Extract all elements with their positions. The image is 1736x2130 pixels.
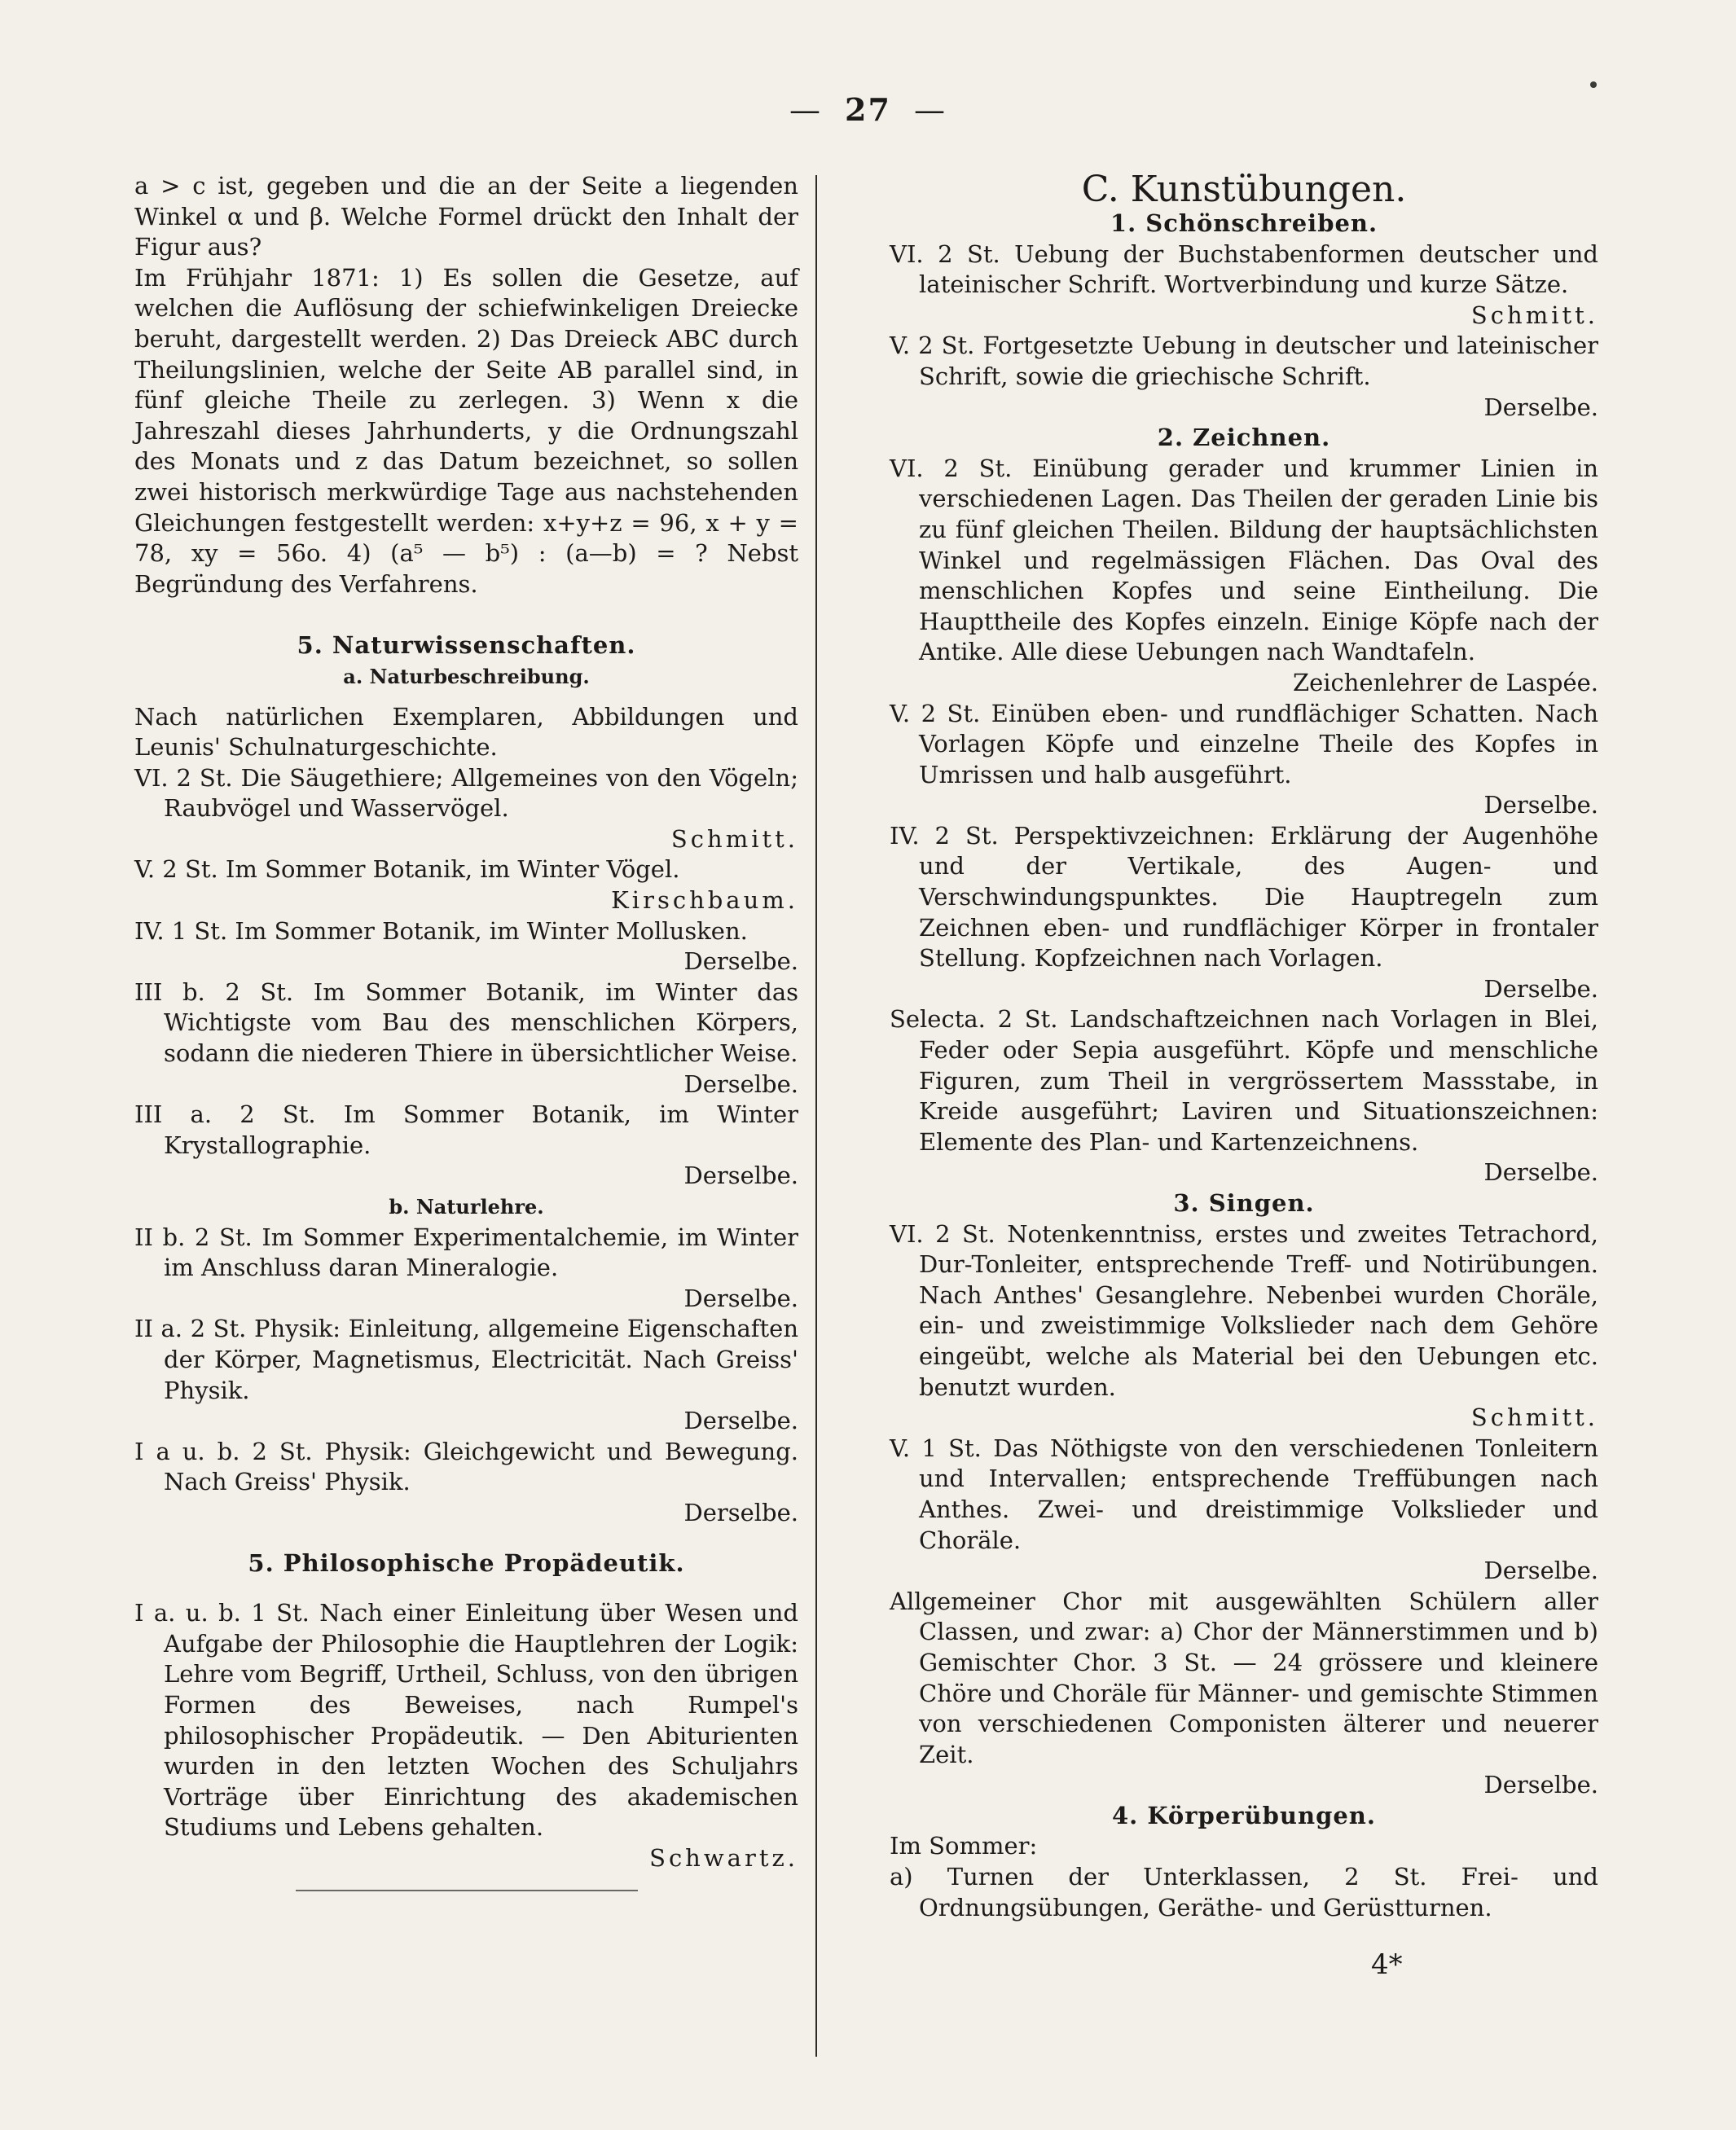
signature-schmitt: Schmitt. [1470,1403,1598,1432]
paragraph-nach-exemplaren: Nach natürlichen Exemplaren, Abbildungen und Leunis' Schulnaturgeschichte. [134,702,798,762]
heading-zeichnen: 2. Zeichnen. [1157,424,1331,452]
signature-derselbe: Derselbe. [683,947,798,976]
header-dash-left: — [789,92,822,128]
entry-philosophie: I a. u. b. 1 St. Nach einer Einleitung über Wesen und Aufgabe der Philosophie die Hauptlehren der Logik: Lehre vom Begriff, Urtheil, Schluss, von den übrigen Formen des Beweises, nach Rumpel's philosophischer Propädeutik. — Den Abiturienten wurden in den letzten Wochen des Schuljahrs Vorträge über Einrichtung des akademischen Studiums und Lebens gehalten. [134,1599,798,1842]
signature-derselbe: Derselbe. [1483,1158,1598,1187]
heading-naturbeschreibung: a. Naturbeschreibung. [343,664,590,688]
label-im-sommer: Im Sommer: [890,1832,1038,1860]
entry-v-zeichnen: V. 2 St. Einüben eben- und rundflächiger Schatten. Nach Vorlagen Köpfe und einzelne Theile des Kopfes in Umrissen und halb ausgeführt. [890,699,1598,788]
heading-singen: 3. Singen. [1173,1189,1315,1217]
heading-schoenschreiben: 1. Schönschreiben. [1110,209,1378,237]
column-divider [815,175,817,2057]
signature-derselbe: Derselbe. [1483,974,1598,1003]
paragraph-triangle-question: a > c ist, gegeben und die an der Seite a liegenden Winkel α und β. Welche Formel drückt den Inhalt der Figur aus? [134,172,798,261]
header-dash-right: — [914,92,947,128]
entry-v-naturbeschreibung: V. 2 St. Im Sommer Botanik, im Winter Vögel. [134,855,680,884]
paragraph-fruehjahr-1871: Im Frühjahr 1871: 1) Es sollen die Gesetze, auf welchen die Auflösung der schiefwinkeligen Dreiecke beruht, dargestellt werden. 2) Das Dreieck ABC durch Theilungslinien, welche der Seite AB parallel sind, in fünf gleiche Theile zu zerlegen. 3) Wenn x die Jahreszahl dieses Jahrhunderts, y die Ordnungszahl des Monats und z das Datum bezeichnet, so sollen zwei historisch merkwürdige Tage aus nachstehenden Gleichungen festgestellt werden: x+y+z = 96, x + y = 78, xy = 56o. 4) (a⁵ — b⁵) : (a—b) = ? Nebst Begründung des Verfahrens. [134,263,798,598]
signature-derselbe: Derselbe. [683,1498,798,1526]
signature-derselbe: Derselbe. [1483,393,1598,421]
entry-v-schoenschreiben: V. 2 St. Fortgesetzte Uebung in deutscher und lateinischer Schrift, sowie die griechische Schrift. [890,332,1598,390]
entry-selecta-zeichnen: Selecta. 2 St. Landschaftzeichnen nach Vorlagen in Blei, Feder oder Sepia ausgeführt. Köpfe und menschliche Figuren, zum Theil in vergrössertem Massstabe, in Kreide ausgeführt; Laviren und Situationszeichnen: Elemente des Plan- und Kartenzeichnens. [890,1005,1598,1156]
entry-vi-singen: VI. 2 St. Notenkenntniss, erstes und zweites Tetrachord, Dur-Tonleiter, entsprechende Treff- und Notirübungen. Nach Anthes' Gesanglehre. Nebenbei wurden Choräle, ein- und zweistimmige Volkslieder nach dem Gehöre eingeübt, welche als Material bei den Uebungen etc. benutzt wurden. [890,1219,1598,1401]
heading-naturlehre: b. Naturlehre. [389,1195,544,1219]
ink-dot [1590,81,1597,88]
entry-vi-schoenschreiben: VI. 2 St. Uebung der Buchstabenformen deutscher und lateinischer Schrift. Wortverbindung und kurze Sätze. [890,239,1598,299]
signature-derselbe: Derselbe. [683,1284,798,1312]
entry-v-singen: V. 1 St. Das Nöthigste von den verschiedenen Tonleitern und Intervallen; entsprechende Treffübungen nach Anthes. Zwei- und dreistimmige Volkslieder und Choräle. [890,1434,1598,1554]
closing-rule [296,1890,638,1891]
signature-mark: 4* [1371,1948,1403,1981]
entry-iab-naturlehre: I a u. b. 2 St. Physik: Gleichgewicht und Bewegung. Nach Greiss' Physik. [134,1437,798,1496]
entry-iia-naturlehre: II a. 2 St. Physik: Einleitung, allgemeine Eigenschaften der Körper, Magnetismus, Electricität. Nach Greiss' Physik. [134,1315,798,1404]
signature-schwartz: Schwartz. [649,1843,798,1872]
left-column [134,171,798,1891]
signature-derselbe: Derselbe. [683,1069,798,1098]
page-header [0,91,1736,128]
signature-kirschbaum: Kirschbaum. [611,886,798,915]
signature-derselbe: Derselbe. [1483,791,1598,819]
signature-schmitt: Schmitt. [1470,301,1598,329]
entry-iiib-naturbeschreibung: III b. 2 St. Im Sommer Botanik, im Winter das Wichtigste vom Bau des menschlichen Körpers, sodann die niederen Thiere in übersichtlicher Weise. [134,977,798,1068]
heading-naturwissenschaften: 5. Naturwissenschaften. [297,631,636,660]
signature-schmitt: Schmitt. [670,824,798,853]
entry-vi-zeichnen: VI. 2 St. Einübung gerader und krummer Linien in verschiedenen Lagen. Das Theilen der geraden Linie bis zu fünf gleichen Theilen. Bildung der hauptsächlichsten Winkel und regelmässigen Flächen. Das Oval des menschlichen Kopfes und seine Eintheilung. Die Haupttheile des Kopfes einzeln. Einige Köpfe nach der Antike. Alle diese Uebungen nach Wandtafeln. [890,454,1598,666]
entry-vi-naturbeschreibung: VI. 2 St. Die Säugethiere; Allgemeines von den Vögeln; Raubvögel und Wasservögel. [134,763,798,823]
right-column [890,171,1598,1923]
signature-derselbe: Derselbe. [1483,1557,1598,1585]
entry-allgemeiner-chor: Allgemeiner Chor mit ausgewählten Schülern aller Classen, und zwar: a) Chor der Männerstimmen und b) Gemischter Chor. 3 St. — 24 grössere und kleinere Chöre und Choräle für Männer- und gemischte Stimmen von verschiedenen Componisten älterer und neuerer Zeit. [890,1587,1598,1768]
signature-laspee: Zeichenlehrer de Laspée. [1292,668,1598,696]
heading-koerperuebungen: 4. Körperübungen. [1111,1801,1376,1829]
entry-iv-zeichnen: IV. 2 St. Perspektivzeichnen: Erklärung der Augenhöhe und der Vertikale, des Augen- und Verschwindungspunktes. Die Hauptregeln zum Zeichnen eben- und rundflächiger Körper in frontaler Stellung. Kopfzeichnen nach Vorlagen. [890,821,1598,973]
heading-kunstuebungen: C. Kunstübungen. [1081,169,1407,210]
signature-derselbe: Derselbe. [683,1407,798,1435]
entry-iib-naturlehre: II b. 2 St. Im Sommer Experimentalchemie, im Winter im Anschluss daran Mineralogie. [134,1223,798,1282]
signature-derselbe: Derselbe. [1483,1771,1598,1799]
entry-turnen-unterklassen: a) Turnen der Unterklassen, 2 St. Frei- und Ordnungsübungen, Geräthe- und Gerüstturnen. [890,1863,1598,1921]
heading-philosophische-propaedeutik: 5. Philosophische Propädeutik. [248,1548,685,1577]
signature-derselbe: Derselbe. [683,1162,798,1190]
entry-iiia-naturbeschreibung: III a. 2 St. Im Sommer Botanik, im Winter Krystallographie. [134,1100,798,1159]
page-number: 27 [845,91,891,128]
entry-iv-naturbeschreibung: IV. 1 St. Im Sommer Botanik, im Winter Mollusken. [134,916,748,945]
